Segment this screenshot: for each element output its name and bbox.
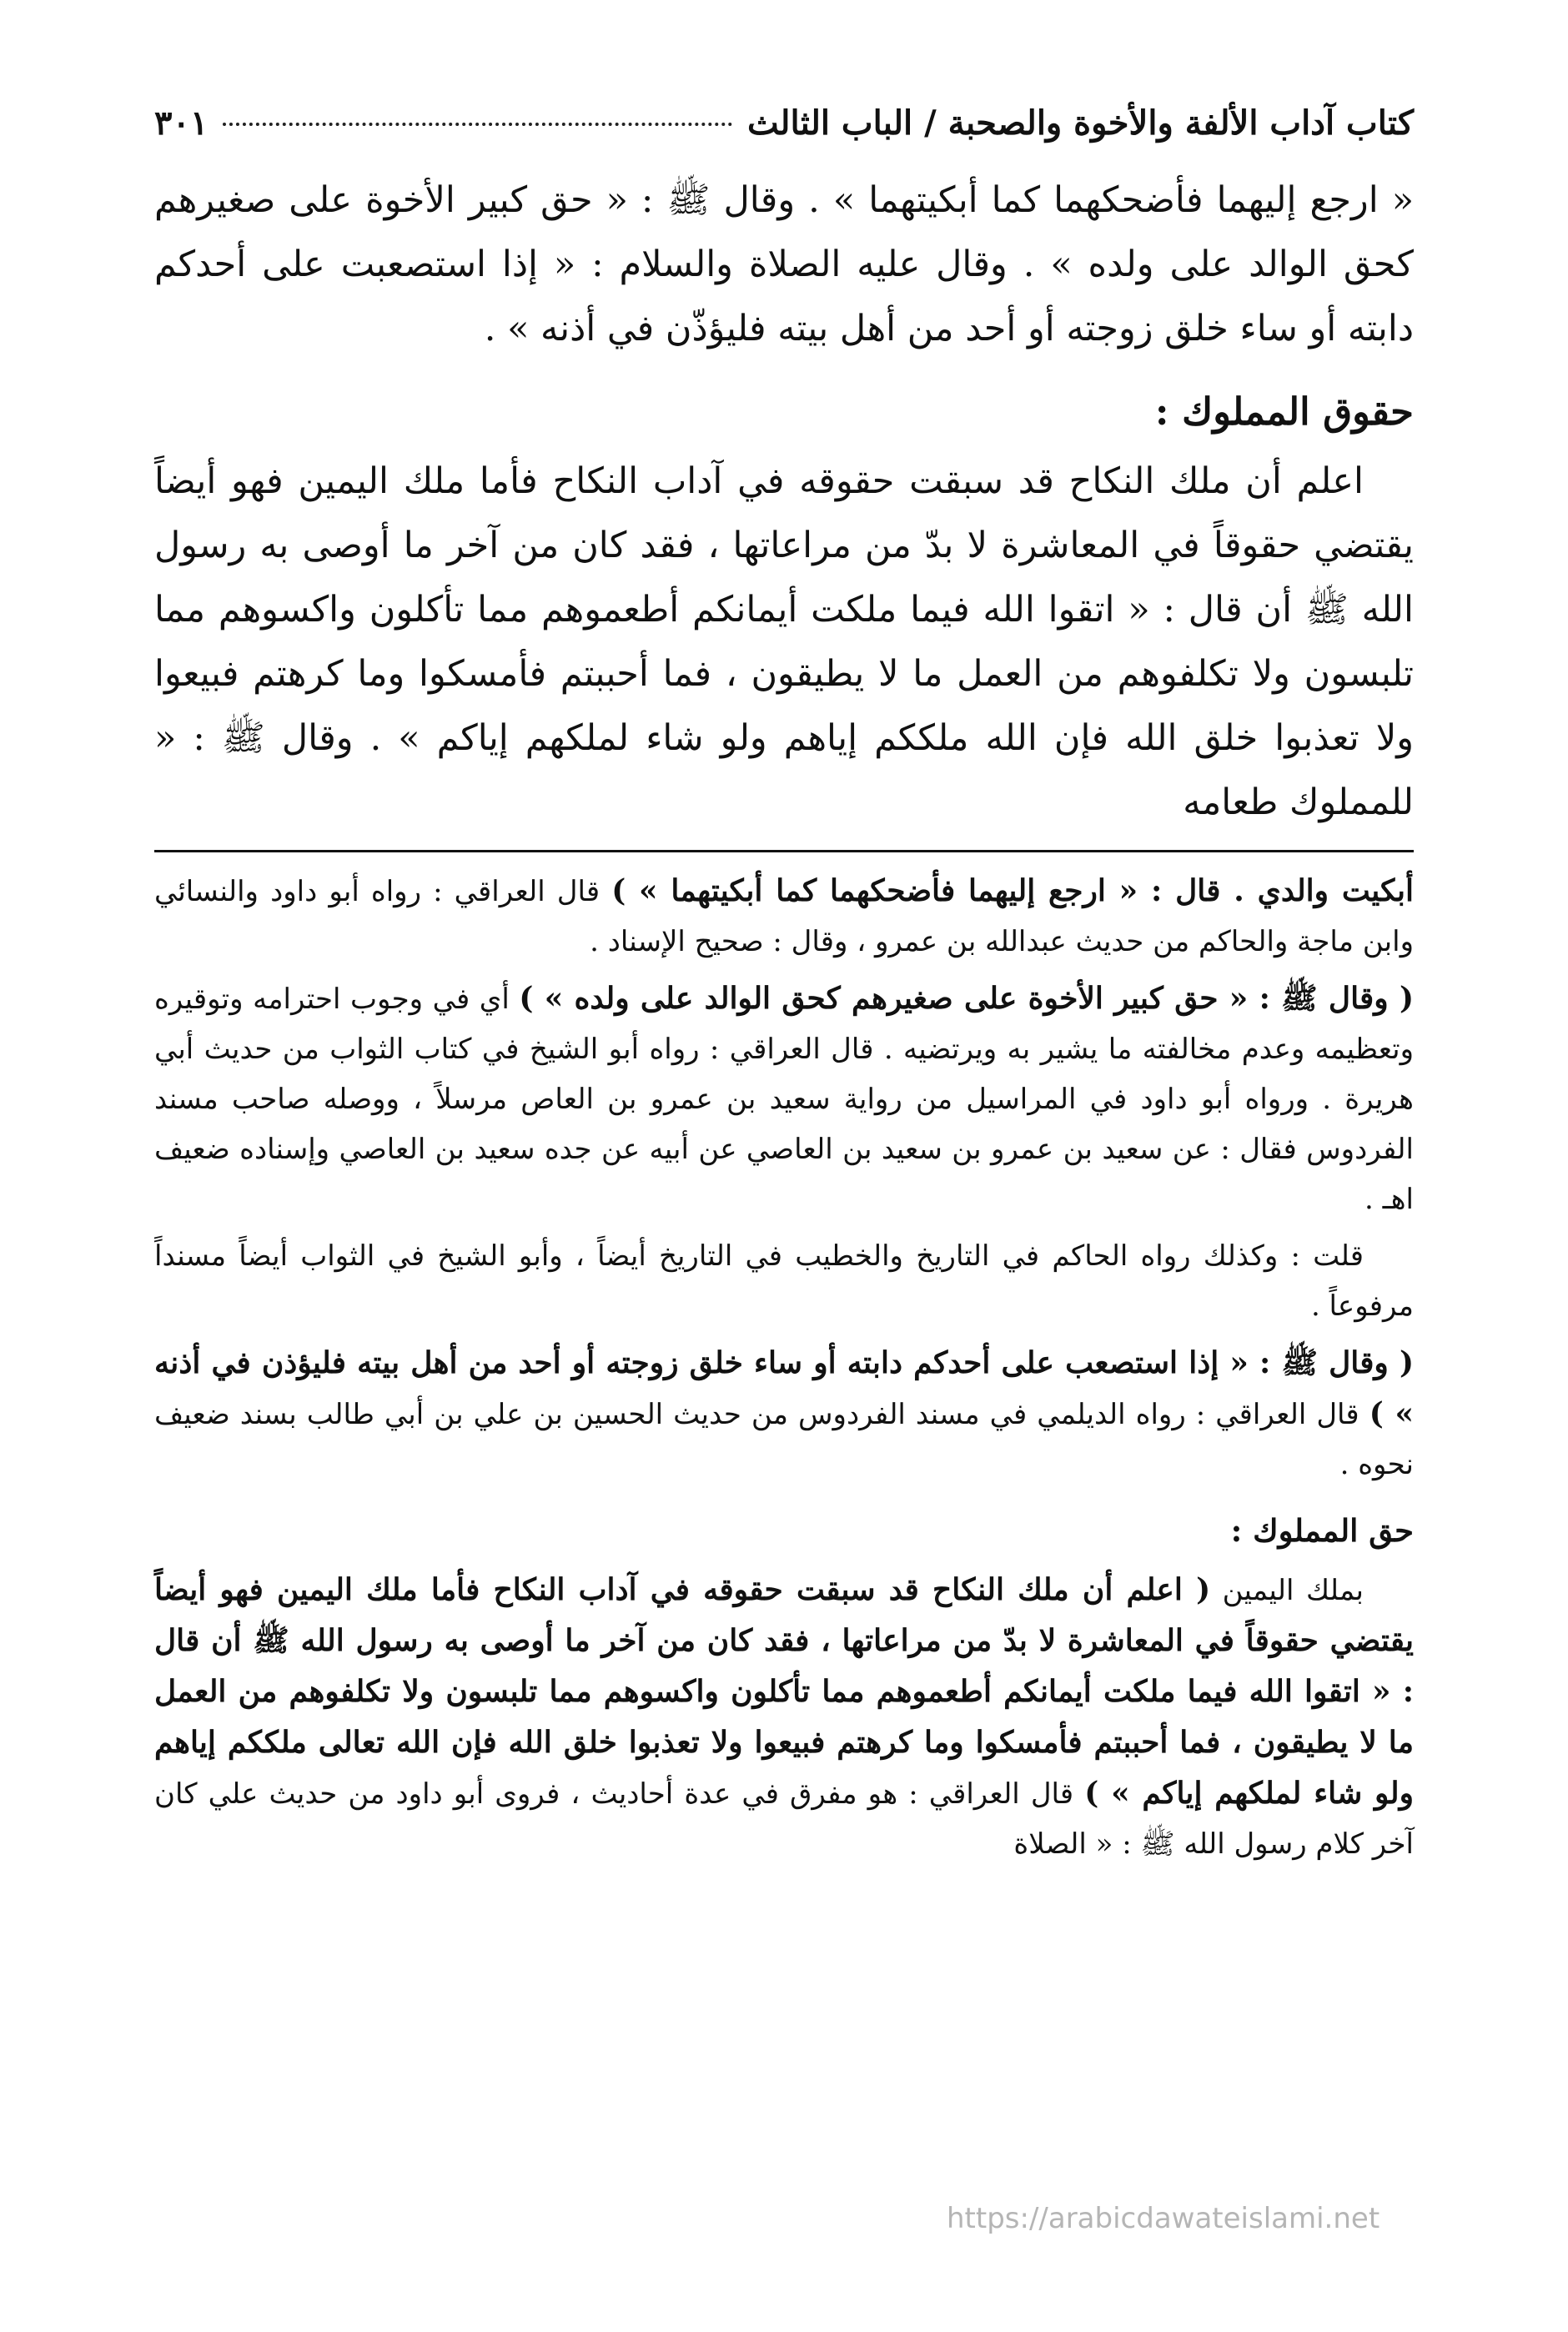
note-4-quote: ( وقال ﷺ : « إذا استصعب على أحدكم دابته أو ساء خلق زوجته أو أحد من أهل بيته فليؤذن في أذنه » ) [154,1345,1414,1431]
note-3: قلت : وكذلك رواه الحاكم في التاريخ والخطيب في التاريخ أيضاً ، وأبو الشيخ في الثواب أيضاً مسنداً مرفوعاً . [154,1239,1414,1323]
note-2 [154,973,1414,1224]
note-5-commentary: قال العراقي : هو مفرق في عدة أحاديث ، فروى أبو داود من حديث علي كان آخر كلام رسول الله ﷺ : « الصلاة [154,1777,1414,1861]
note-1-commentary: قال العراقي : رواه أبو داود والنسائي وابن ماجة والحاكم من حديث عبدالله بن عمرو ، وقال : صحيح الإسناد . [154,875,1414,958]
note-1 [154,866,1414,967]
book-page [154,100,1414,2257]
commentary-notes [154,866,1414,1869]
note-4 [154,1338,1414,1490]
note-5-lead: بملك اليمين [1210,1574,1364,1607]
footnote-separator [154,850,1414,852]
note-4-commentary: قال العراقي : رواه الديلمي في مسند الفردوس من حديث الحسين بن علي بن أبي طالب بسند ضعيف نحوه . [154,1398,1414,1481]
running-header-title: كتاب آداب الألفة والأخوة والصحبة / الباب الثالث [746,103,1414,143]
section-heading: حقوق المملوك : [1154,390,1414,434]
page-number: ٣٠١ [154,103,209,143]
source-watermark: https://arabicdawateislami.net [947,2202,1380,2235]
main-paragraph-1: « ارجع إليهما فأضحكهما كما أبكيتهما » . وقال ﷺ : « حق كبير الأخوة على صغيرهم كحق الوالد على ولده » . وقال عليه الصلاة والسلام : « إذا استصعبت على أحدكم دابته أو ساء خلق زوجته أو أحد من أهل بيته فليؤذّن في أذنه » . [154,179,1414,349]
note-5 [154,1565,1414,1869]
note-5-quote: ( اعلم أن ملك النكاح قد سبقت حقوقه في آداب النكاح فأما ملك اليمين فهو أيضاً يقتضي حقوقاً في المعاشرة لا بدّ من مراعاتها ، فقد كان من آخر ما أوصى به رسول الله ﷺ أن قال : « اتقوا الله فيما ملكت أيمانكم أطعموهم مما تأكلون واكسوهم مما تلبسون ولا تكلفوهم من العمل ما لا يطيقون ، فما أحببتم فأمسكوا وما كرهتم فبيعوا ولا تعذبوا خلق الله فإن الله تعالى ملككم إياهم ولو شاء لملكهم إياكم » ) [154,1572,1415,1811]
notes-heading: حق المملوك : [1230,1512,1414,1549]
dotted-leader [223,123,732,126]
main-paragraph-2: اعلم أن ملك النكاح قد سبقت حقوقه في آداب النكاح فأما ملك اليمين فهو أيضاً يقتضي حقوقاً في المعاشرة لا بدّ من مراعاتها ، فقد كان من آخر ما أوصى به رسول الله ﷺ أن قال : « اتقوا الله فيما ملكت أيمانكم أطعموهم مما تأكلون واكسوهم مما تلبسون ولا تكلفوهم من العمل ما لا يطيقون ، فما أحببتم فأمسكوا وما كرهتم فبيعوا ولا تعذبوا خلق الله فإن الله ملككم إياهم ولو شاء لملكهم إياكم » . وقال ﷺ : « للمملوك طعامه [154,460,1414,823]
note-2-commentary: أي في وجوب احترامه وتوقيره وتعظيمه وعدم مخالفته ما يشير به ويرتضيه . قال العراقي : رواه أبو الشيخ في كتاب الثواب من حديث أبي هريرة . ورواه أبو داود في المراسيل من رواية سعيد بن عمرو بن العاص مرسلاً ، ووصله صاحب مسند الفردوس فقال : عن سعيد بن عمرو بن سعيد بن العاصي عن أبيه عن جده سعيد بن العاصي وإسناده ضعيف اهـ . [154,983,1414,1216]
main-text [154,168,1414,835]
running-header [154,100,1414,147]
note-1-quote: أبكيت والدي . قال : « ارجع إليهما فأضحكهما كما أبكيتهما » ) [611,873,1415,908]
note-2-quote: ( وقال ﷺ : « حق كبير الأخوة على صغيرهم كحق الوالد على ولده » ) [519,981,1414,1016]
